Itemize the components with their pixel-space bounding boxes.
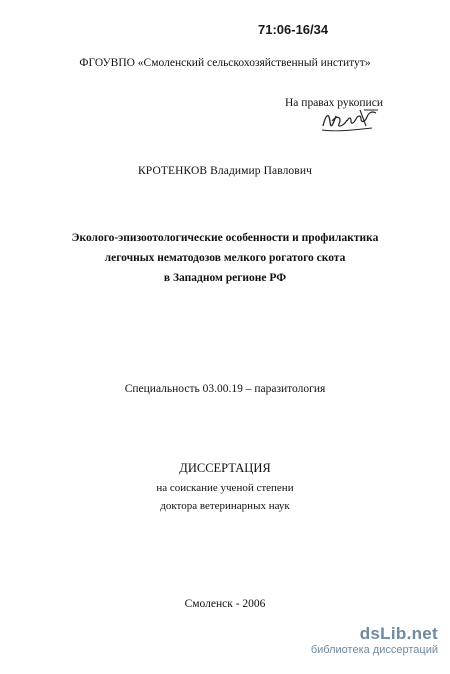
title-line: Эколого-эпизоотологические особенности и профилактика [71, 232, 379, 244]
title-line: в Западном регионе РФ [163, 272, 287, 284]
watermark[interactable] [311, 624, 438, 657]
author-name: КРОТЕНКОВ Владимир Павлович [138, 165, 312, 177]
title-line: легочных нематодозов мелкого рогатого скота [104, 252, 346, 264]
watermark-tagline: библиотека диссертаций [310, 644, 438, 656]
archive-code: 71:06-16/34 [258, 22, 329, 37]
handwritten-signature [320, 106, 382, 136]
specialty-line: Специальность 03.00.19 – паразитология [124, 383, 326, 395]
city-year: Смоленск - 2006 [184, 598, 266, 610]
dissertation-title [0, 228, 450, 288]
degree-line: доктора ветеринарных наук [160, 500, 290, 512]
document-type: ДИССЕРТАЦИЯ [179, 461, 271, 475]
rights-note: На правах рукописи [285, 97, 383, 109]
degree-line: на соискание ученой степени [156, 482, 294, 494]
watermark-logo: dsLib.net [359, 624, 438, 643]
institution-name: ФГОУВПО «Смоленский сельскохозяйственный институт» [79, 57, 371, 69]
